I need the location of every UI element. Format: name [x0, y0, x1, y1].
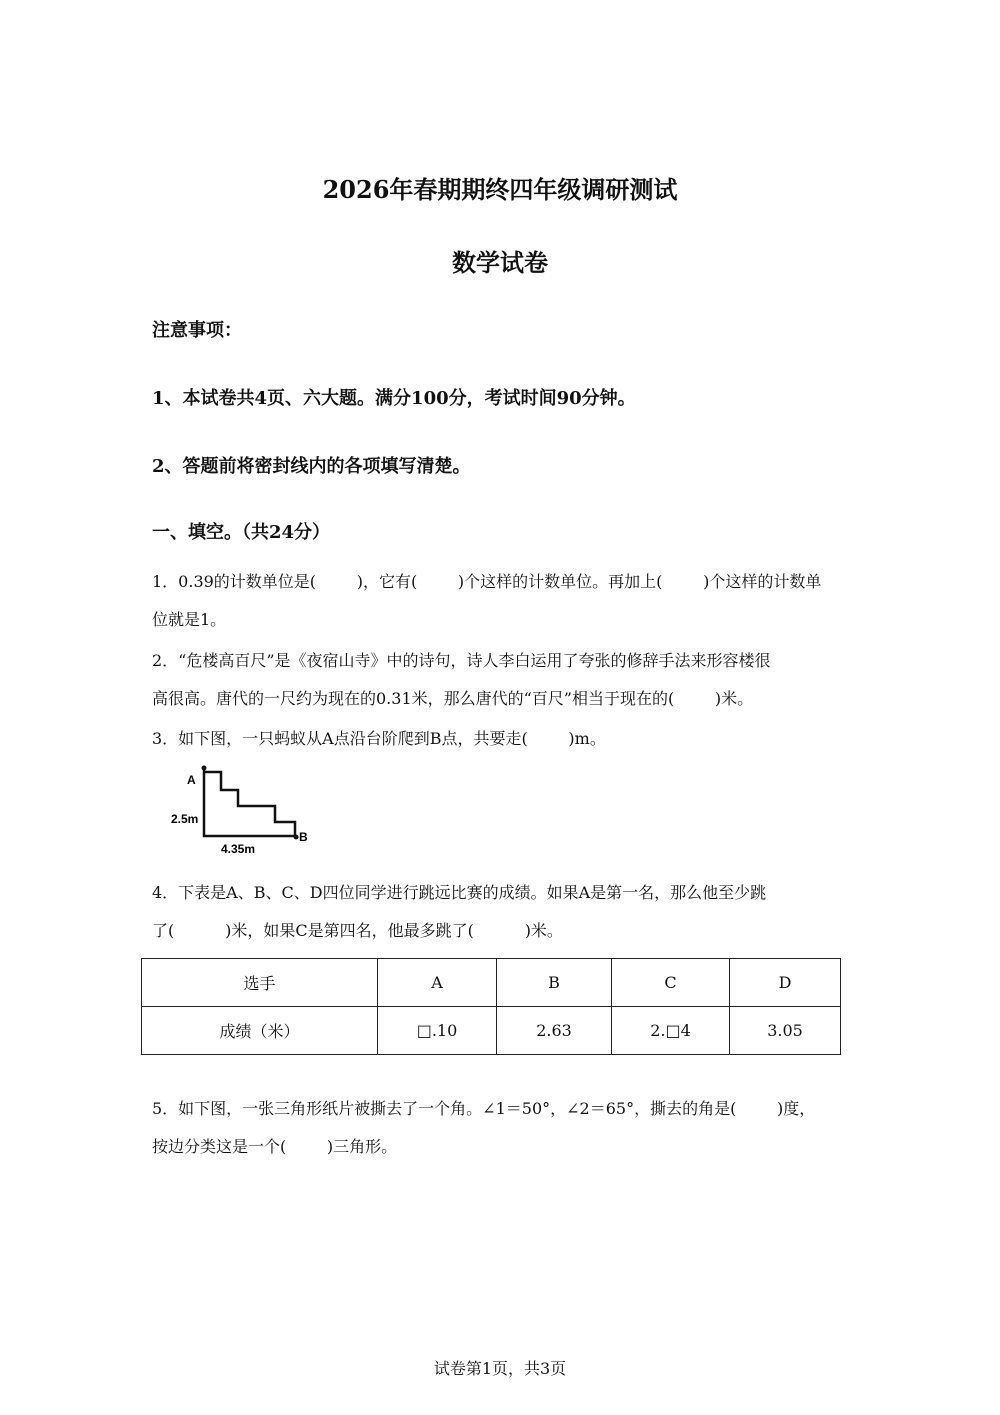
label-b: B	[299, 830, 308, 844]
notes-heading: 注意事项：	[152, 320, 242, 341]
question-4-line-1: 4．下表是A、B、C、D四位同学进行跳远比赛的成绩。如果A是第一名，那么他至少跳	[152, 883, 767, 902]
question-5-line-1: 5．如下图，一张三角形纸片被撕去了一个角。∠1＝50°，∠2＝65°，撕去的角是( )度，	[152, 1099, 816, 1118]
question-1-line-1: 1．0.39的计数单位是( )，它有( )个这样的计数单位。再加上( )个这样的计数单	[152, 572, 822, 591]
stairs-figure	[165, 762, 325, 858]
table-cell: 2.□4	[612, 1007, 730, 1055]
exam-subtitle: 数学试卷	[452, 248, 548, 277]
table-row	[142, 1007, 841, 1055]
question-2-line-1: 2．“危楼高百尺”是《夜宿山寺》中的诗句，诗人李白运用了夸张的修辞手法来形容楼很	[152, 651, 771, 670]
label-height: 2.5m	[171, 812, 199, 826]
label-a: A	[187, 773, 196, 787]
question-4-line-2: 了( )米，如果C是第四名，他最多跳了( )米。	[152, 921, 563, 940]
question-1	[152, 563, 852, 639]
exam-title: 2026年春期期终四年级调研测试	[322, 175, 678, 204]
point-b-dot	[294, 835, 299, 840]
table-header-cell: 选手	[142, 959, 378, 1007]
question-1-line-2: 位就是1。	[152, 610, 227, 629]
section-heading: 一、填空。（共24分）	[152, 522, 331, 543]
question-2	[152, 642, 852, 718]
label-width: 4.35m	[221, 842, 256, 856]
note-item-1: 1、本试卷共4页、六大题。满分100分，考试时间90分钟。	[152, 388, 636, 409]
table-header-cell: A	[378, 959, 497, 1007]
table-cell: □.10	[378, 1007, 497, 1055]
note-item-2: 2、答题前将密封线内的各项填写清楚。	[152, 456, 471, 477]
table-header-row	[142, 959, 841, 1007]
page-footer: 试卷第1页，共3页	[433, 1359, 567, 1378]
point-a-dot	[202, 766, 207, 771]
question-5-line-2: 按边分类这是一个( )三角形。	[152, 1137, 398, 1156]
question-3-line-1: 3．如下图，一只蚂蚁从A点沿台阶爬到B点，共要走( )m。	[152, 729, 606, 748]
table-header-cell: D	[730, 959, 841, 1007]
table-cell: 成绩（米）	[142, 1007, 378, 1055]
scores-table	[141, 958, 841, 1055]
table-cell: 3.05	[730, 1007, 841, 1055]
table-header-cell: B	[497, 959, 612, 1007]
question-2-line-2: 高很高。唐代的一尺约为现在的0.31米，那么唐代的“百尺”相当于现在的( )米。	[152, 689, 754, 708]
question-4	[152, 874, 852, 950]
question-5	[152, 1090, 852, 1166]
table-cell: 2.63	[497, 1007, 612, 1055]
table-header-cell: C	[612, 959, 730, 1007]
question-3	[152, 720, 852, 758]
